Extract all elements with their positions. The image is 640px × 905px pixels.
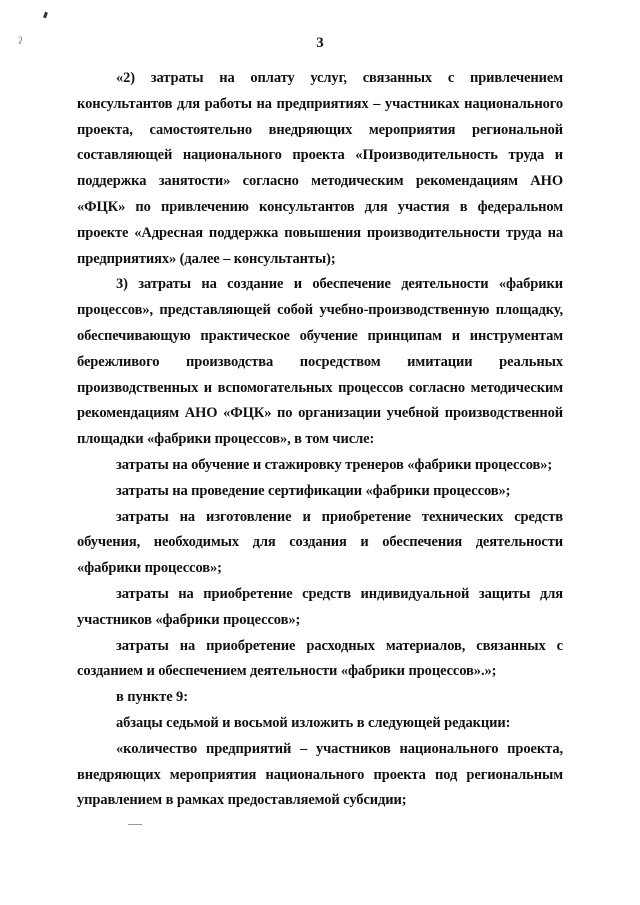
paragraph: затраты на обучение и стажировку тренеров «фабрики процессов»;	[116, 456, 553, 473]
paragraph: «2) затраты на оплату услуг, связанных с привлечением консультантов для работы на предприятиях – участниках национального проекта, самостоятельно внедряющих мероприятия региональной составляющей национального проекта «Производительность труда и поддержка занятости» согласно методическим рекомендациям АНО «ФЦК» по привлечению консультантов для участия в федеральном проекте «Адресная поддержка повышения производительности труда на предприятиях» (далее – консультанты);	[77, 70, 563, 267]
paragraph: абзацы седьмой и восьмой изложить в следующей редакции:	[116, 714, 511, 731]
scan-mark: ʔ	[18, 36, 23, 47]
paragraph: затраты на приобретение средств индивидуальной защиты для участников «фабрики процессов»;	[77, 585, 563, 628]
paragraph: затраты на приобретение расходных материалов, связанных с созданием и обеспечением деятельности «фабрики процессов».»;	[77, 637, 563, 680]
paragraph: 3) затраты на создание и обеспечение деятельности «фабрики процессов», представляющей собой учебно-производственную площадку, обеспечивающую практическое обучение принципам и инструментам бережливого производства посредством имитации реальных производственных и вспомогательных процессов согласно методическим рекомендациям АНО «ФЦК» по организации учебной производственной площадки «фабрики процессов», в том числе:	[77, 276, 563, 448]
scan-mark	[128, 824, 142, 825]
paragraph: в пункте 9:	[116, 689, 188, 706]
paragraph: затраты на изготовление и приобретение технических средств обучения, необходимых для создания и обеспечения деятельности «фабрики процессов»;	[77, 508, 563, 577]
page-number: 3	[316, 35, 324, 51]
document-body	[77, 66, 563, 814]
paragraph: «количество предприятий – участников национального проекта, внедряющих мероприятия национального проекта под региональным управлением в рамках предоставляемой субсидии;	[77, 740, 563, 809]
scan-mark	[43, 12, 48, 19]
paragraph: затраты на проведение сертификации «фабрики процессов»;	[116, 482, 511, 499]
